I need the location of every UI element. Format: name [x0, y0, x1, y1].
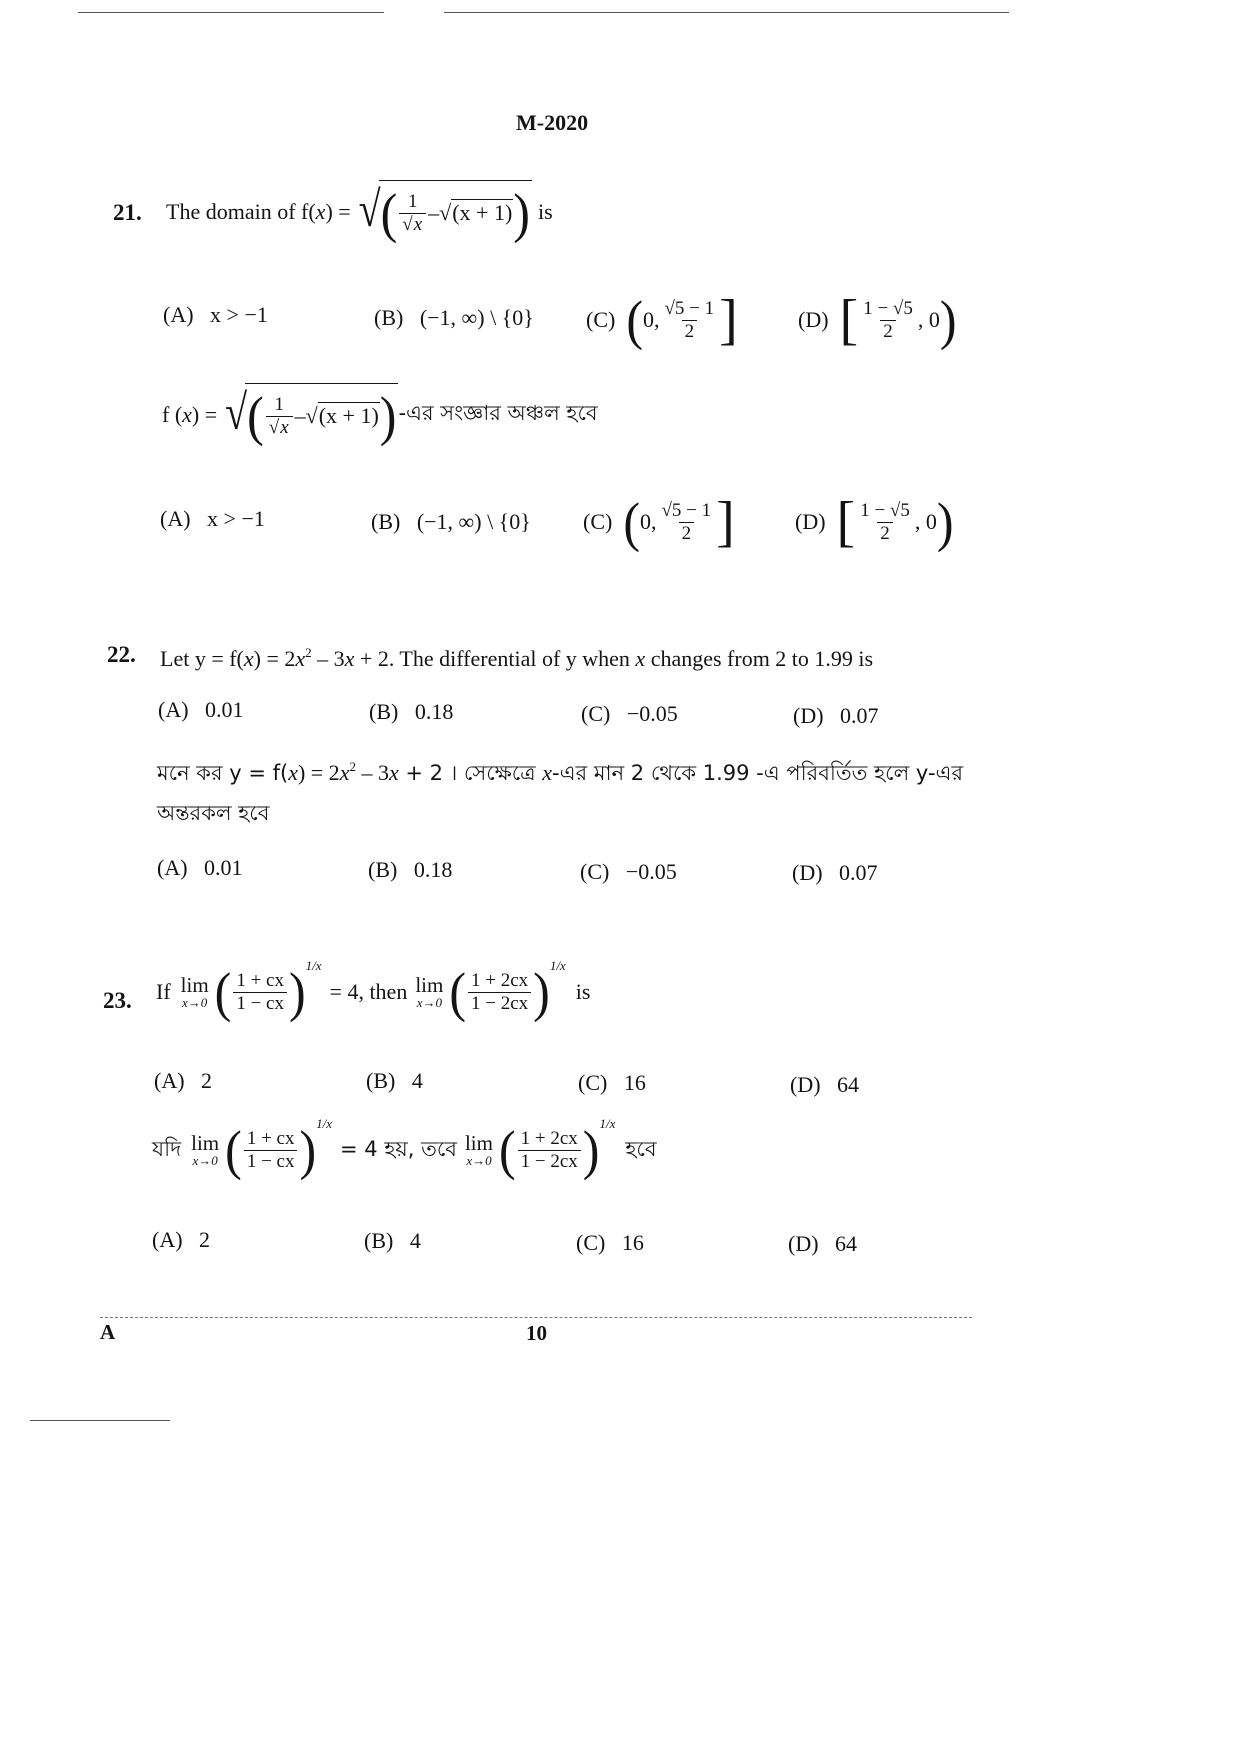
q22-bn-option-b: (B) 0.18	[368, 857, 453, 882]
q23-bn-option-d: (D) 64	[788, 1231, 858, 1256]
question-23-bengali: যদি lim x→0 ( $\frac{1 + cx}{1 - cx}$ ) 1/x = 4 হয়, তবে lim x→0 ( $\frac{1 + 2cx}{1 - 2cx}$ ) 1/x হবে	[152, 1116, 657, 1181]
top-rule-left	[78, 12, 384, 13]
q21-option-d: (D) [ $\frac{1 - √5}{2}$ , 0 )	[798, 289, 957, 351]
q23-option-a: (A) 2	[154, 1068, 213, 1093]
q21-bn-option-c: (C) ( 0, $\frac{√5 - 1}{2}$ ]	[583, 491, 735, 553]
q23-option-b: (B) 4	[366, 1068, 423, 1093]
question-22-number: 22.	[107, 642, 136, 667]
q22-option-a: (A) 0.01	[158, 697, 244, 722]
q21-bn-option-b: (B) (−1, ∞) \ {0}	[371, 509, 531, 534]
question-23-number: 23.	[103, 988, 132, 1013]
top-rule-right	[444, 12, 1009, 13]
q21-option-c: (C) ( 0, $\frac{√5 - 1}{2}$ ]	[586, 289, 738, 351]
question-23-prompt: If lim x→0 ( $\frac{1 + cx}{1 - cx}$ ) 1/x = 4, then lim x→0 ( $\frac{1 + 2cx}{1 - 2cx}$ ) 1/x is	[156, 958, 591, 1023]
footer-rule	[100, 1317, 972, 1318]
q21-bn-option-d: (D) [ $\frac{1 - √5}{2}$ , 0 )	[795, 491, 954, 553]
q22-option-b: (B) 0.18	[369, 699, 454, 724]
question-21-bengali: f ( x ) = √ ( $\frac{1}{√x}$ – √(x + 1) ) -এর সংজ্ঞার অঞ্চল হবে	[162, 383, 598, 447]
q22-bn-option-c: (C) −0.05	[580, 859, 677, 884]
paper-code: M-2020	[516, 110, 589, 135]
q22-option-d: (D) 0.07	[793, 703, 879, 728]
q22-bn-option-a: (A) 0.01	[157, 855, 243, 880]
question-22-bengali-line1: মনে কর $y = f(x) = 2x^2 - 3x + 2$ । সেক্ষেত্রে x-এর মান 2 থেকে 1.99 -এ পরিবর্তিত হলে y-এর	[157, 759, 964, 785]
q23-option-c: (C) 16	[578, 1070, 646, 1095]
bottom-scan-rule	[30, 1420, 170, 1421]
q21-option-a: (A) x > −1	[163, 302, 268, 327]
footer-set-label: A	[100, 1320, 116, 1344]
q23-bn-option-c: (C) 16	[576, 1230, 644, 1255]
page-number: 10	[526, 1321, 547, 1345]
question-21-number: 21.	[113, 200, 142, 225]
q21-bn-option-a: (A) x > −1	[160, 506, 265, 531]
question-22-prompt: Let $y = f(x) = 2x^2 - 3x + 2$. The differential of y when x changes from 2 to 1.99 is	[160, 645, 874, 671]
q21-option-b: (B) (−1, ∞) \ {0}	[374, 305, 534, 330]
q23-bn-option-a: (A) 2	[152, 1227, 211, 1252]
question-22-bengali-line2: অন্তরকল হবে	[157, 801, 270, 825]
question-21-prompt: The domain of f( x ) = √ ( $\frac{1}{√x}$ – √(x + 1) ) is	[166, 180, 553, 244]
q22-option-c: (C) −0.05	[581, 701, 678, 726]
q23-option-d: (D) 64	[790, 1072, 860, 1097]
q23-bn-option-b: (B) 4	[364, 1228, 421, 1253]
q22-bn-option-d: (D) 0.07	[792, 860, 878, 885]
